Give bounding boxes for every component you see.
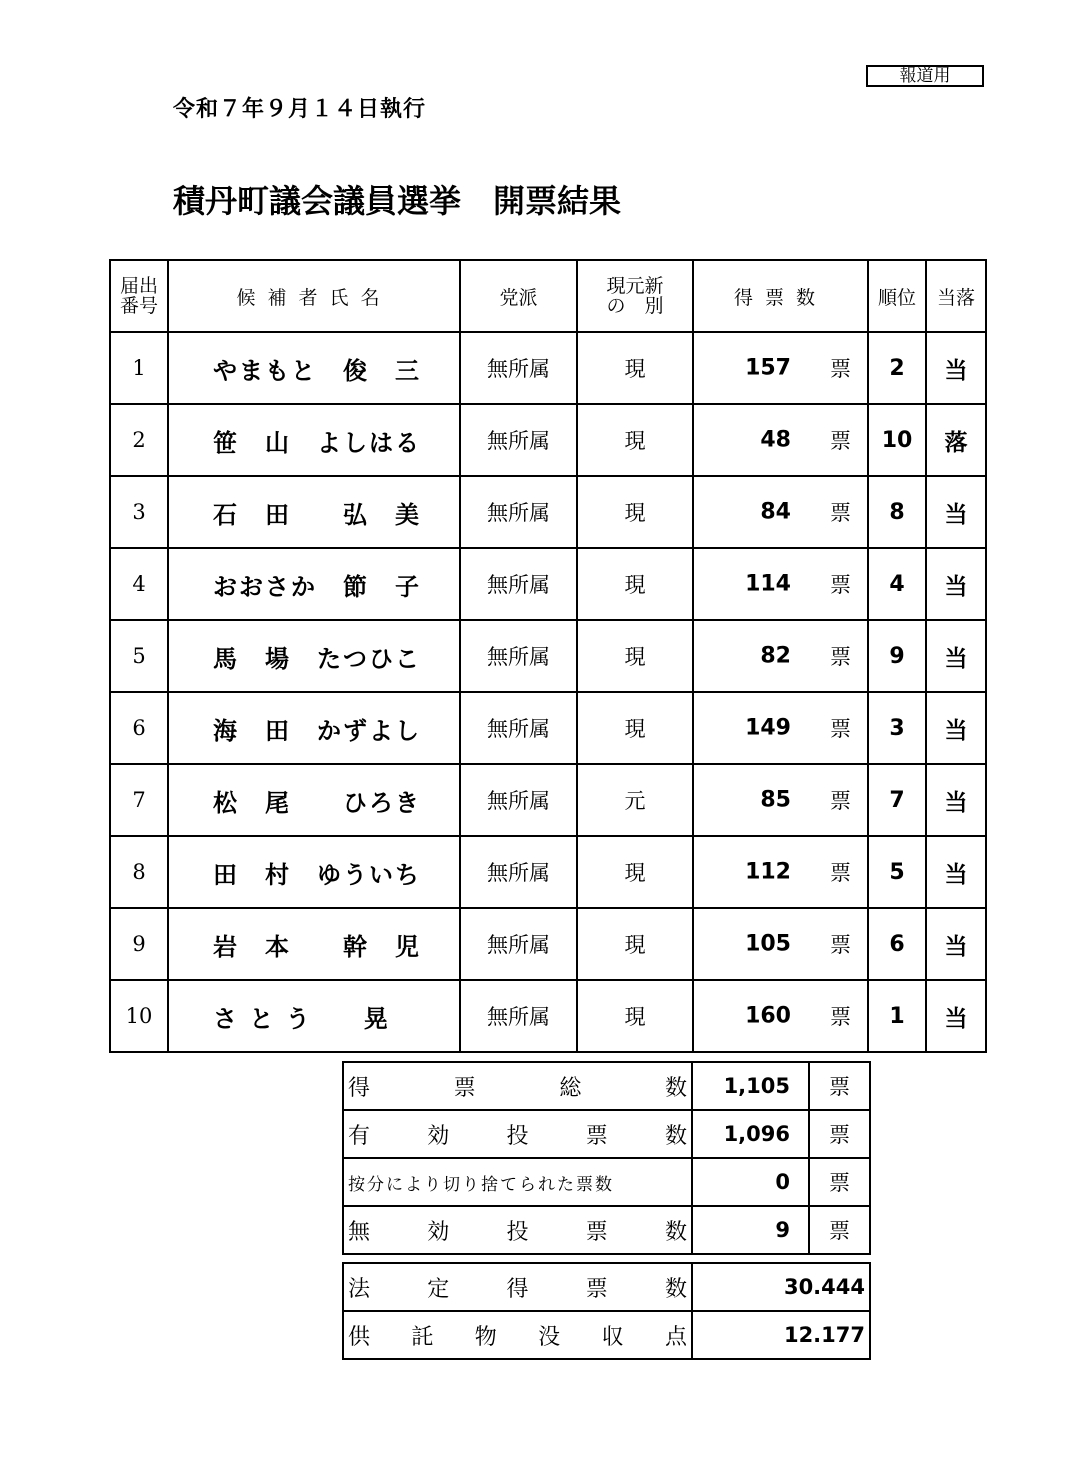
candidate-party: 無所属 — [460, 332, 577, 404]
candidate-result: 当 — [926, 476, 986, 548]
header-party: 党派 — [460, 260, 577, 332]
candidate-votes-cell — [693, 332, 868, 404]
press-badge: 報道用 — [866, 65, 984, 87]
candidate-number: 8 — [110, 836, 168, 908]
candidate-status: 現 — [577, 836, 693, 908]
summary-label — [343, 1311, 692, 1359]
candidate-party: 無所属 — [460, 764, 577, 836]
summary-row — [343, 1110, 870, 1158]
candidate-number: 7 — [110, 764, 168, 836]
candidate-result: 落 — [926, 404, 986, 476]
candidate-number: 4 — [110, 548, 168, 620]
vote-summary — [342, 1061, 869, 1255]
candidate-rank: 1 — [868, 980, 926, 1052]
summary-label-part: 得 — [348, 1075, 371, 1101]
candidate-name: 石 田 弘 美 — [168, 476, 460, 548]
candidate-number: 6 — [110, 692, 168, 764]
summary-label-part: 効 — [427, 1219, 450, 1245]
summary-value: 1,096 — [692, 1110, 809, 1158]
candidate-rank: 10 — [868, 404, 926, 476]
candidate-number: 1 — [110, 332, 168, 404]
header-name: 候補者氏名 — [168, 260, 460, 332]
candidate-result: 当 — [926, 908, 986, 980]
table-row — [110, 692, 986, 764]
vote-unit: 票 — [830, 573, 851, 597]
summary-value: 30.444 — [692, 1263, 870, 1311]
summary-label-part: 按分により切り捨てられた票数 — [348, 1174, 614, 1195]
summary-label — [343, 1062, 692, 1110]
header-no: 届出 番号 — [110, 260, 168, 332]
candidate-result: 当 — [926, 620, 986, 692]
candidate-votes: 48 — [760, 427, 791, 453]
header-status: 現元新 の 別 — [577, 260, 693, 332]
summary-unit: 票 — [809, 1062, 870, 1110]
summary-label-part: 数 — [664, 1123, 687, 1149]
candidate-votes: 82 — [760, 643, 791, 669]
summary-label-part: 没 — [538, 1324, 561, 1350]
candidate-result: 当 — [926, 692, 986, 764]
summary-label — [343, 1110, 692, 1158]
candidate-party: 無所属 — [460, 548, 577, 620]
candidate-votes: 112 — [745, 859, 791, 885]
candidate-votes: 85 — [760, 787, 791, 813]
summary-label-part: 数 — [664, 1219, 687, 1245]
candidate-number: 10 — [110, 980, 168, 1052]
candidate-votes: 114 — [745, 571, 791, 597]
candidate-party: 無所属 — [460, 908, 577, 980]
candidate-votes-cell — [693, 476, 868, 548]
candidate-name: 馬 場 たつひこ — [168, 620, 460, 692]
vote-unit: 票 — [830, 789, 851, 813]
summary-unit: 票 — [809, 1110, 870, 1158]
candidate-votes-cell — [693, 404, 868, 476]
candidate-party: 無所属 — [460, 692, 577, 764]
vote-unit: 票 — [830, 357, 851, 381]
table-row — [110, 476, 986, 548]
summary-value: 1,105 — [692, 1062, 809, 1110]
summary-label-part: 票 — [453, 1075, 476, 1101]
vote-unit: 票 — [830, 933, 851, 957]
summary-label — [343, 1158, 692, 1206]
table-row — [110, 620, 986, 692]
candidate-votes: 105 — [745, 931, 791, 957]
summary-label-part: 総 — [559, 1075, 582, 1101]
summary-label-part: 票 — [585, 1219, 608, 1245]
candidate-rank: 6 — [868, 908, 926, 980]
candidate-party: 無所属 — [460, 476, 577, 548]
candidate-rank: 2 — [868, 332, 926, 404]
candidate-name: 海 田 かずよし — [168, 692, 460, 764]
execution-date: 令和７年９月１４日執行 — [173, 97, 427, 122]
candidate-name: 岩 本 幹 児 — [168, 908, 460, 980]
candidate-status: 現 — [577, 404, 693, 476]
page-title: 積丹町議会議員選挙 開票結果 — [173, 182, 622, 220]
candidate-votes: 149 — [745, 715, 791, 741]
header-result: 当落 — [926, 260, 986, 332]
candidate-name: やまもと 俊 三 — [168, 332, 460, 404]
vote-unit: 票 — [830, 501, 851, 525]
candidate-status: 現 — [577, 548, 693, 620]
candidate-rank: 4 — [868, 548, 926, 620]
summary-label-part: 収 — [601, 1324, 624, 1350]
vote-unit: 票 — [830, 645, 851, 669]
candidate-result: 当 — [926, 980, 986, 1052]
summary-row — [343, 1206, 870, 1254]
table-row — [110, 404, 986, 476]
candidate-number: 5 — [110, 620, 168, 692]
table-row — [110, 836, 986, 908]
summary-label-part: 数 — [664, 1075, 687, 1101]
candidate-status: 現 — [577, 476, 693, 548]
table-header-row — [110, 260, 986, 332]
summary-row — [343, 1263, 870, 1311]
candidate-name: さ と う 晃 — [168, 980, 460, 1052]
candidate-rank: 3 — [868, 692, 926, 764]
candidate-party: 無所属 — [460, 980, 577, 1052]
candidate-rank: 8 — [868, 476, 926, 548]
table-row — [110, 980, 986, 1052]
summary-row — [343, 1311, 870, 1359]
summary-label-part: 法 — [348, 1276, 371, 1302]
candidate-votes: 160 — [745, 1003, 791, 1029]
candidate-rank: 5 — [868, 836, 926, 908]
summary-value: 9 — [692, 1206, 809, 1254]
header-rank: 順位 — [868, 260, 926, 332]
candidate-votes-cell — [693, 620, 868, 692]
candidate-votes: 157 — [745, 355, 791, 381]
legal-threshold-summary — [342, 1262, 869, 1360]
candidate-party: 無所属 — [460, 836, 577, 908]
candidate-votes: 84 — [760, 499, 791, 525]
summary-label-part: 効 — [427, 1123, 450, 1149]
candidate-status: 現 — [577, 692, 693, 764]
candidate-result: 当 — [926, 836, 986, 908]
candidate-status: 現 — [577, 620, 693, 692]
summary-label-part: 託 — [411, 1324, 434, 1350]
summary-label-part: 投 — [506, 1123, 529, 1149]
candidate-number: 9 — [110, 908, 168, 980]
summary-label-part: 有 — [348, 1123, 371, 1149]
candidate-votes-cell — [693, 980, 868, 1052]
summary-label-part: 票 — [585, 1276, 608, 1302]
table-row — [110, 908, 986, 980]
candidate-status: 現 — [577, 908, 693, 980]
candidate-name: 松 尾 ひろき — [168, 764, 460, 836]
summary-label-part: 無 — [348, 1219, 371, 1245]
summary-unit: 票 — [809, 1158, 870, 1206]
summary-label-part: 得 — [506, 1276, 529, 1302]
candidate-rank: 9 — [868, 620, 926, 692]
candidate-status: 元 — [577, 764, 693, 836]
candidate-number: 3 — [110, 476, 168, 548]
header-votes: 得票数 — [693, 260, 868, 332]
summary-row — [343, 1158, 870, 1206]
candidate-votes-cell — [693, 548, 868, 620]
summary-value: 12.177 — [692, 1311, 870, 1359]
candidate-status: 現 — [577, 332, 693, 404]
summary-label-part: 定 — [427, 1276, 450, 1302]
candidate-name: 笹 山 よしはる — [168, 404, 460, 476]
candidate-rank: 7 — [868, 764, 926, 836]
summary-label-part: 供 — [348, 1324, 371, 1350]
candidate-name: 田 村 ゆういち — [168, 836, 460, 908]
candidate-result: 当 — [926, 332, 986, 404]
candidate-party: 無所属 — [460, 620, 577, 692]
summary-label-part: 物 — [474, 1324, 497, 1350]
summary-label-part: 点 — [664, 1324, 687, 1350]
summary-label — [343, 1263, 692, 1311]
summary-label-part: 票 — [585, 1123, 608, 1149]
summary-label-part: 数 — [664, 1276, 687, 1302]
summary-value: 0 — [692, 1158, 809, 1206]
results-table — [109, 259, 987, 1053]
candidate-votes-cell — [693, 692, 868, 764]
summary-label-part: 投 — [506, 1219, 529, 1245]
vote-unit: 票 — [830, 1005, 851, 1029]
summary-label — [343, 1206, 692, 1254]
candidate-party: 無所属 — [460, 404, 577, 476]
candidate-status: 現 — [577, 980, 693, 1052]
table-row — [110, 548, 986, 620]
candidate-result: 当 — [926, 548, 986, 620]
vote-unit: 票 — [830, 861, 851, 885]
candidate-votes-cell — [693, 908, 868, 980]
table-row — [110, 764, 986, 836]
candidate-votes-cell — [693, 836, 868, 908]
candidate-result: 当 — [926, 764, 986, 836]
candidate-name: おおさか 節 子 — [168, 548, 460, 620]
table-row — [110, 332, 986, 404]
summary-row — [343, 1062, 870, 1110]
summary-unit: 票 — [809, 1206, 870, 1254]
candidate-number: 2 — [110, 404, 168, 476]
vote-unit: 票 — [830, 429, 851, 453]
candidate-votes-cell — [693, 764, 868, 836]
vote-unit: 票 — [830, 717, 851, 741]
